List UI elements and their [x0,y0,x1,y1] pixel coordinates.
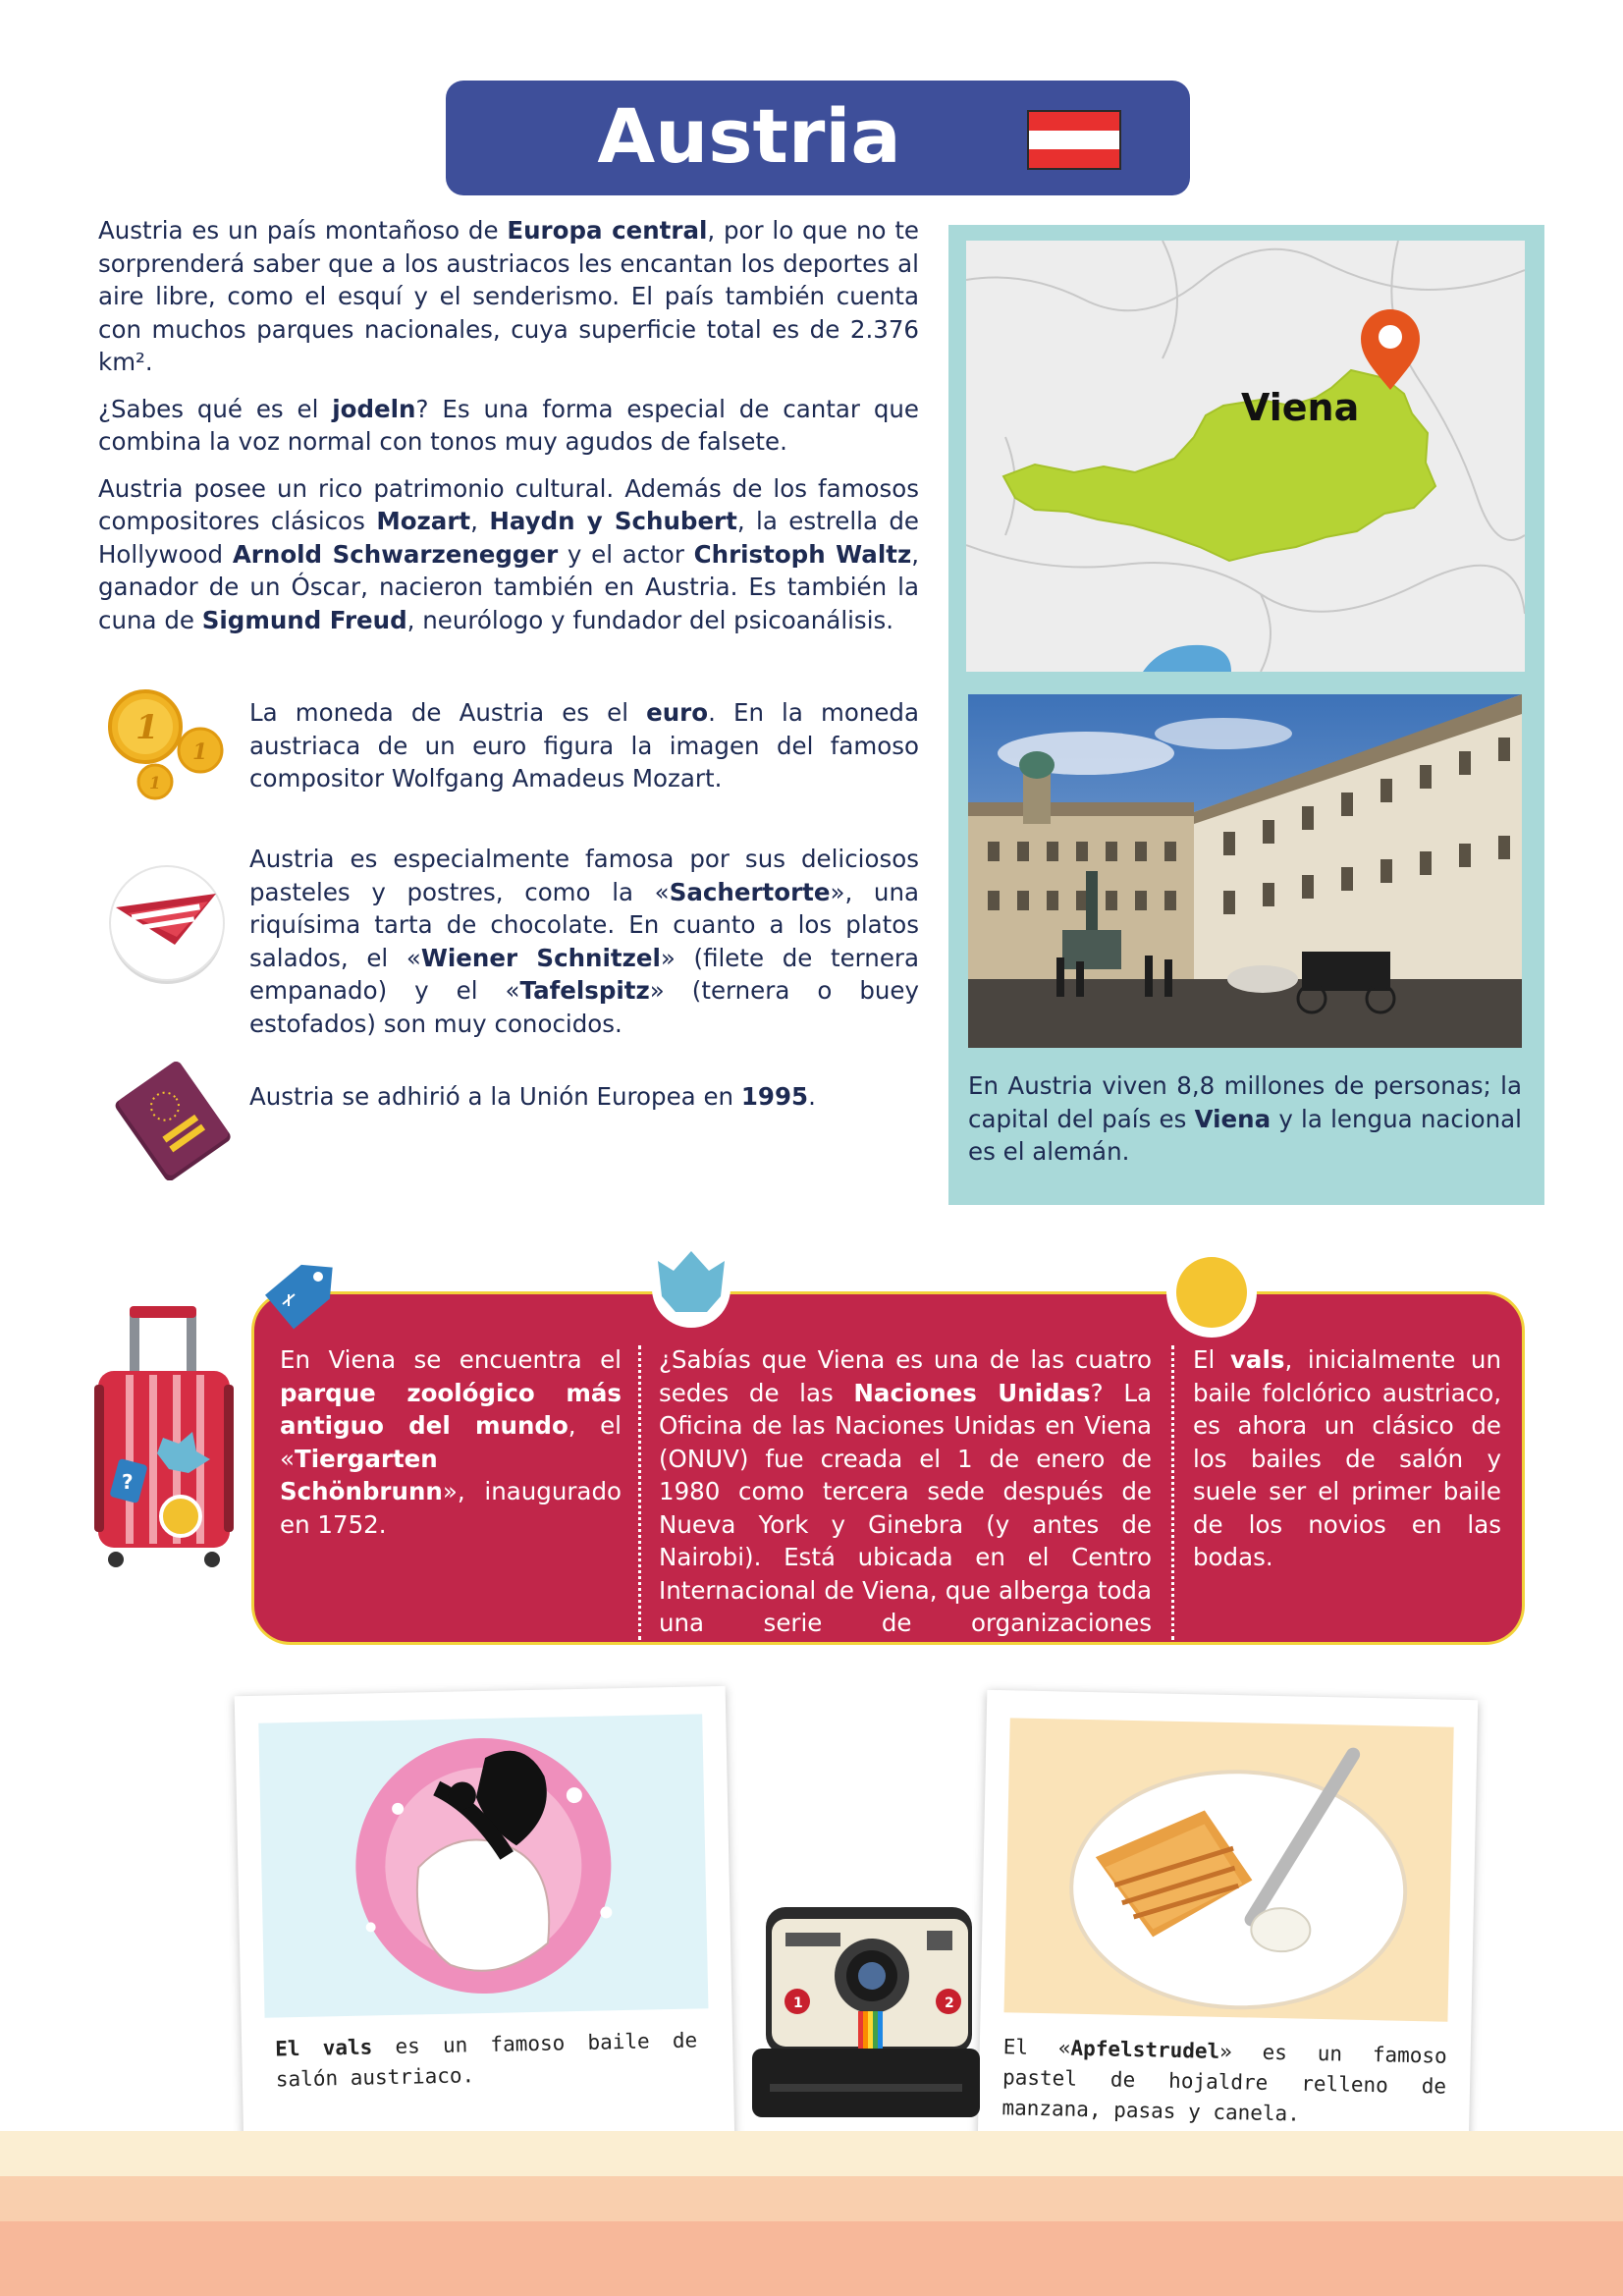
page-title: Austria [597,92,901,180]
austria-flag-icon [1027,110,1121,170]
crown-icon [648,1243,734,1330]
waltz-illustration [258,1714,708,2017]
tag-icon [265,1261,338,1332]
suitcase-badge: ? [122,1470,134,1494]
intro-paragraph-1: Austria es un país montañoso de Europa central, por lo que no te sorprenderá saber que a los austriacos les encantan los deportes al aire libre, como el esquí y el senderismo. El país también cuenta con muchos parques nacionales, cuya superficie total es de 2.376 km². [98,216,919,376]
intro-paragraph-2: ¿Sabes qué es el jodeln? Es una forma especial de cantar que combina la voz normal con tonos muy agudos de falsete. [98,394,919,456]
svg-text:2: 2 [945,1995,954,2011]
svg-text:1: 1 [192,739,208,765]
map-city-label: Viena [1241,386,1360,429]
svg-text:1: 1 [793,1995,803,2011]
austria-map [966,241,1525,672]
intro-section [98,214,919,650]
suitcase-icon [94,1306,234,1569]
food-text: Austria es especialmente famosa por sus deliciosos pasteles y postres, como la «Sachertorte», una riquísima tarta de chocolate. En cuanto a los platos salados, el «Wiener Schnitzel» (filete de ternera empanado) y el «Tafelspitz» (ternera o buey estofados) son muy conocidos. [249,845,919,1038]
fact-waltz: El vals, inicialmente un baile folclórico austriaco, es ahora un clásico de los bailes de salón y suele ser el primer baile de los novios en las bodas. [1193,1345,1501,1571]
bottom-stripe [0,2221,1623,2296]
title-banner [446,81,1190,195]
facts-band [251,1291,1525,1670]
fact-un: ¿Sabías que Viena es una de las cuatro sedes de las Naciones Unidas? La Oficina de las Naciones Unidas en Viena (ONUV) fue creada el 1 de enero de 1980 como tercera sede después de Nueva York y Ginebra (y antes de Nairobi). Está ubicada en el Centro Internacional de Viena, que alberga toda una serie de organizaciones internacionales. [659,1345,1152,1670]
coins-text: La moneda de Austria es el euro. En la moneda austriaca de un euro figura la imagen del famoso compositor Wolfgang Amadeus Mozart. [249,698,919,793]
strudel-polaroid [977,1690,1479,2201]
strudel-caption: El «Apfelstrudel» es un famoso pastel de hojaldre relleno de manzana, pasas y canela. [1001,2035,1447,2126]
strudel-illustration [1004,1718,1454,2021]
population-caption: En Austria viven 8,8 millones de personas; la capital del país es Viena y la lengua nacional es el alemán. [968,1071,1522,1166]
svg-text:1: 1 [135,708,159,747]
column-divider [638,1345,641,1640]
waltz-polaroid [235,1686,736,2199]
food-plate-icon [106,864,228,986]
svg-text:1: 1 [149,774,161,793]
camera-icon [750,1903,982,2123]
vienna-photo [968,694,1522,1048]
sun-icon [1164,1245,1259,1339]
column-divider [1171,1345,1174,1640]
fact-zoo: En Viena se encuentra el parque zoológico más antiguo del mundo, el «Tiergarten Schönbrunn», inaugurado en 1752. [280,1345,622,1539]
eu-text: Austria se adhirió a la Unión Europea en 1995. [249,1082,816,1111]
passport-icon [108,1057,232,1180]
coins-icon [102,683,228,805]
waltz-caption: El vals es un famoso baile de salón austriaco. [274,2028,698,2092]
bottom-stripe [0,2176,1623,2221]
intro-paragraph-3: Austria posee un rico patrimonio cultural. Además de los famosos compositores clásicos Mozart, Haydn y Schubert, la estrella de Hollywood Arnold Schwarzenegger y el actor Christoph Waltz, ganador de un Óscar, nacieron también en Austria. Es también la cuna de Sigmund Freud, neurólogo y fundador del psicoanálisis. [98,473,920,634]
capital-panel [948,225,1544,1205]
bottom-stripe [0,2131,1623,2176]
